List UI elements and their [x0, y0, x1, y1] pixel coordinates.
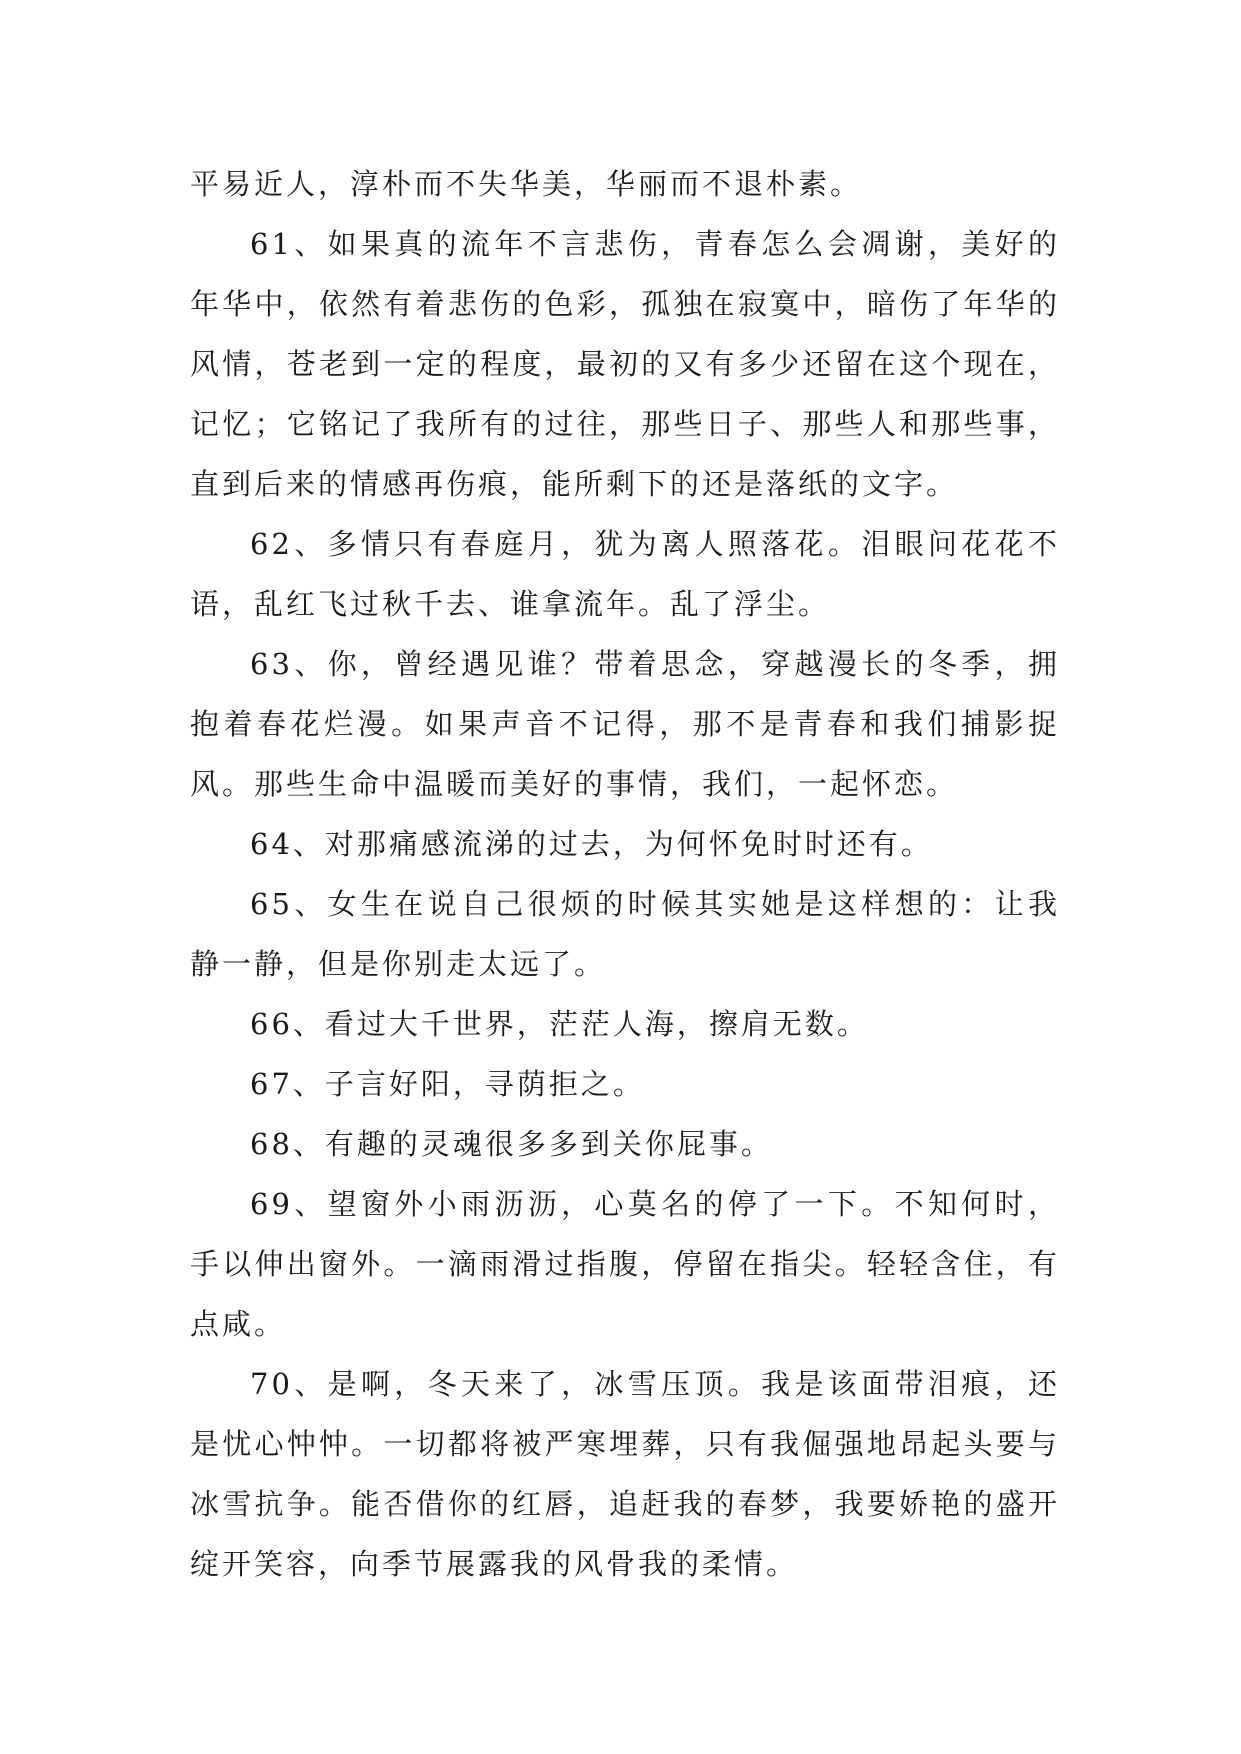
paragraph-69: 69、望窗外小雨沥沥，心莫名的停了一下。不知何时，手以伸出窗外。一滴雨滑过指腹，停留在指尖。轻轻含住，有点咸。 [190, 1187, 1060, 1341]
paragraph-65: 65、女生在说自己很烦的时候其实她是这样想的：让我静一静，但是你别走太远了。 [190, 887, 1060, 981]
paragraph-66: 66、看过大千世界，茫茫人海，擦肩无数。 [250, 1007, 869, 1041]
paragraph-64: 64、对那痛感流涕的过去，为何怀免时时还有。 [250, 827, 933, 861]
paragraph-70: 70、是啊，冬天来了，冰雪压顶。我是该面带泪痕，还是忧心忡忡。一切都将被严寒埋葬，只有我倔强地昂起头要与冰雪抗争。能否借你的红唇，追赶我的春梦，我要娇艳的盛开绽开笑容，向季节展露我的风骨我的柔情。 [190, 1367, 1060, 1581]
paragraph-61: 61、如果真的流年不言悲伤，青春怎么会凋谢，美好的年华中，依然有着悲伤的色彩，孤独在寂寞中，暗伤了年华的风情，苍老到一定的程度，最初的又有多少还留在这个现在，记忆；它铭记了我所有的过往，那些日子、那些人和那些事，直到后来的情感再伤痕，能所剩下的还是落纸的文字。 [190, 227, 1060, 501]
paragraph-continuation: 平易近人，淳朴而不失华美，华丽而不退朴素。 [190, 167, 863, 201]
paragraph-67: 67、子言好阳，寻荫拒之。 [250, 1067, 645, 1101]
paragraph-62: 62、多情只有春庭月，犹为离人照落花。泪眼问花花不语，乱红飞过秋千去、谁拿流年。乱了浮尘。 [190, 527, 1060, 621]
document-body [190, 154, 1060, 1594]
paragraph-68: 68、有趣的灵魂很多多到关你屁事。 [250, 1127, 773, 1161]
paragraph-63: 63、你，曾经遇见谁？带着思念，穿越漫长的冬季，拥抱着春花烂漫。如果声音不记得，那不是青春和我们捕影捉风。那些生命中温暖而美好的事情，我们，一起怀恋。 [190, 647, 1060, 801]
